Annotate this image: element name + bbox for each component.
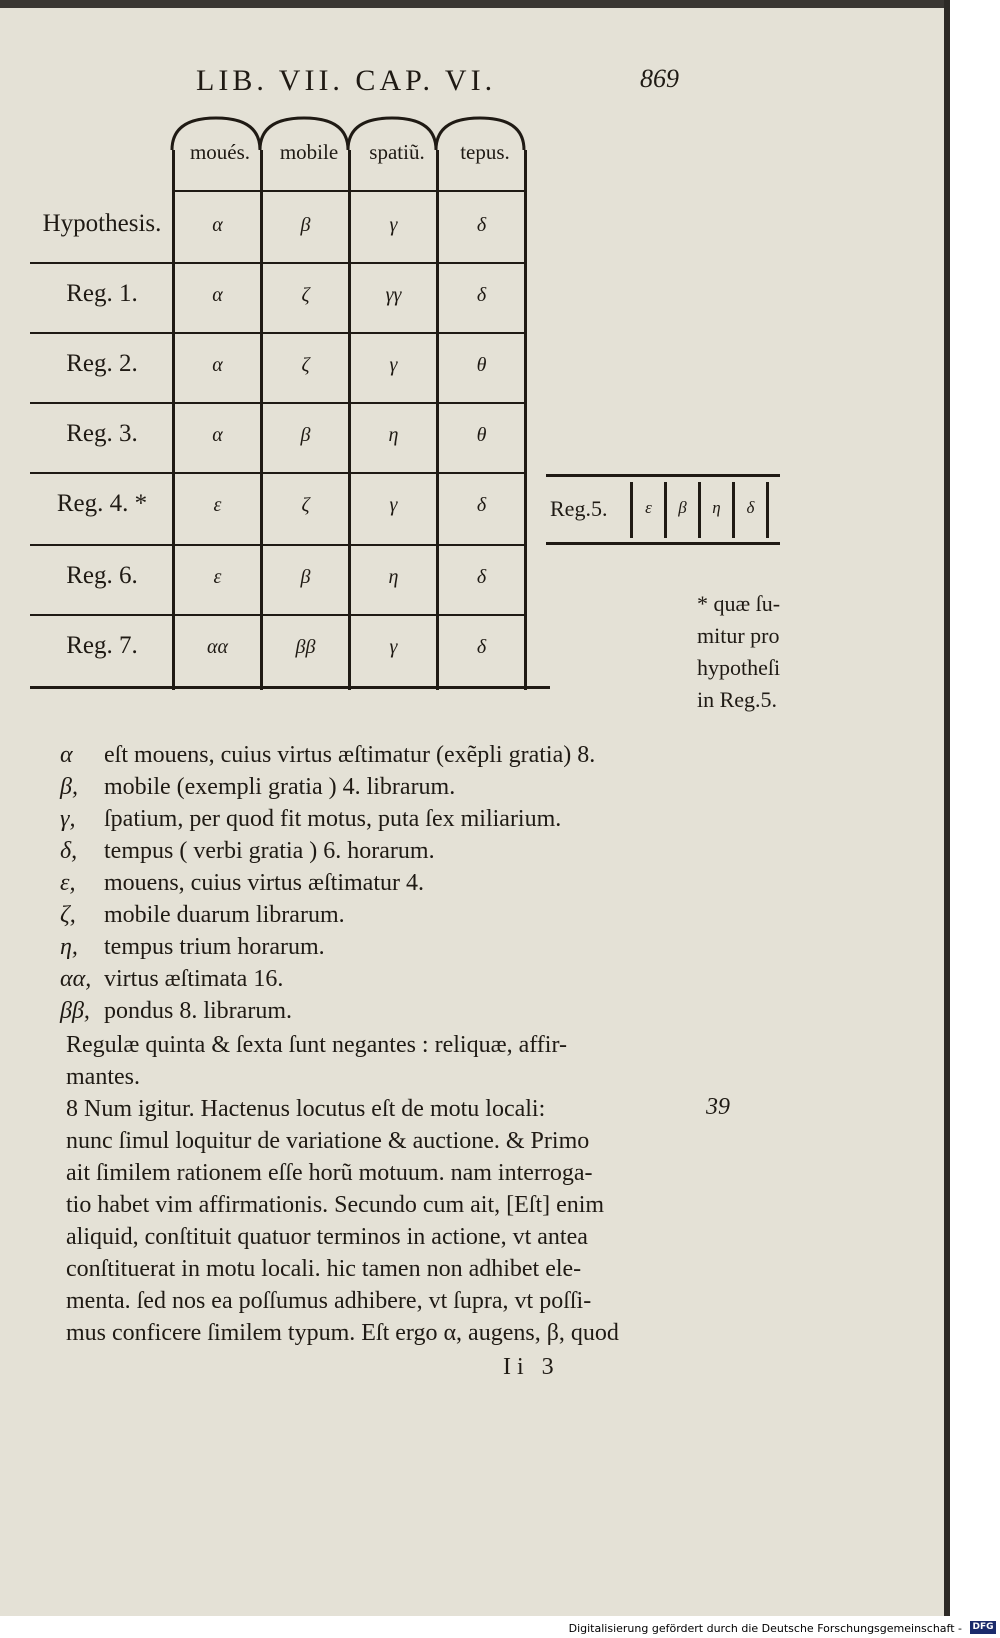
table-cell: δ bbox=[476, 636, 487, 658]
table-cell: η bbox=[388, 424, 399, 446]
table-cell: ζ bbox=[301, 494, 310, 516]
running-head: LIB. VII. CAP. VI. bbox=[196, 64, 497, 97]
row-rule-2 bbox=[30, 332, 527, 334]
row-label-reg-2: Reg. 2. bbox=[66, 350, 138, 377]
column-header-spatium: spatiũ. bbox=[369, 140, 425, 164]
table-cell: ε bbox=[213, 566, 222, 588]
side-table-cell: ε bbox=[645, 498, 652, 517]
body-line: mus conficere ſimilem typum. Eſt ergo α, augens, β, quod bbox=[66, 1320, 619, 1346]
side-table-cell: β bbox=[678, 498, 687, 517]
body-line: nunc ſimul loquitur de variatione & auctione. & Primo bbox=[66, 1128, 590, 1154]
legend-symbol: α bbox=[60, 742, 73, 768]
legend-text: pondus 8. librarum. bbox=[104, 998, 292, 1024]
table-cell: α bbox=[212, 424, 223, 446]
row-rule-1 bbox=[30, 262, 527, 264]
table-cell: ε bbox=[213, 494, 222, 516]
signature-mark: Ii 3 bbox=[503, 1354, 560, 1380]
header-rule bbox=[175, 190, 525, 192]
body-line: conſtituerat in motu locali. hic tamen non adhibet ele- bbox=[66, 1256, 582, 1282]
side-table-cell: η bbox=[712, 498, 721, 517]
side-table-label: Reg.5. bbox=[550, 496, 608, 521]
side-table-cell: δ bbox=[746, 498, 755, 517]
body-line: menta. ſed nos ea poſſumus adhibere, vt ſupra, vt poſſi- bbox=[66, 1288, 592, 1314]
legend-symbol: δ, bbox=[60, 838, 78, 864]
row-rule-5 bbox=[30, 544, 527, 546]
row-label-reg-3: Reg. 3. bbox=[66, 420, 138, 447]
dfg-logo: DFG bbox=[970, 1621, 996, 1634]
page-top-edge bbox=[0, 0, 950, 8]
body-line: tio habet vim affirmationis. Secundo cum ait, [Eſt] enim bbox=[66, 1192, 605, 1218]
legend-line bbox=[60, 774, 455, 801]
legend-text: mobile duarum librarum. bbox=[104, 902, 345, 928]
legend-symbol: β, bbox=[60, 774, 78, 800]
table-cell: δ bbox=[476, 284, 487, 306]
table-bottom-rule bbox=[30, 686, 550, 689]
row-label-reg-6: Reg. 6. bbox=[66, 562, 138, 589]
body-line: Regulæ quinta & ſexta ſunt negantes : reliquæ, affir- bbox=[66, 1032, 567, 1058]
row-label-hypothesis: Hypothesis. bbox=[42, 210, 162, 237]
legend-symbol: ββ, bbox=[60, 998, 90, 1024]
legend-text: tempus trium horarum. bbox=[104, 934, 325, 960]
legend-text: virtus æſtimata 16. bbox=[104, 966, 284, 992]
body-line: 8 Num igitur. Hactenus locutus eſt de motu locali: bbox=[66, 1096, 546, 1122]
page-number: 869 bbox=[640, 64, 679, 93]
row-rule-3 bbox=[30, 402, 527, 404]
legend-text: mouens, cuius virtus æſtimatur 4. bbox=[104, 870, 424, 896]
table-cell: ζ bbox=[301, 354, 310, 376]
row-label-reg-4: Reg. 4. * bbox=[56, 490, 148, 517]
row-rule-6 bbox=[30, 614, 527, 616]
table-cell: αα bbox=[207, 636, 228, 658]
body-line: ait ſimilem rationem eſſe horũ motuum. nam interroga- bbox=[66, 1160, 593, 1186]
legend-line bbox=[60, 934, 325, 961]
table-cell: β bbox=[300, 424, 311, 446]
side-table-rule bbox=[766, 482, 769, 538]
side-note-line: hypotheſi bbox=[697, 655, 781, 680]
body-line: aliquid, conſtituit quatuor terminos in actione, vt antea bbox=[66, 1224, 588, 1250]
legend-symbol: ε, bbox=[60, 870, 76, 896]
footer-funding-text: Digitalisierung gefördert durch die Deutsche Forschungsgemeinschaft - bbox=[568, 1622, 962, 1635]
table-cell: δ bbox=[476, 214, 487, 236]
body-line: mantes. bbox=[66, 1064, 140, 1090]
side-note-line: in Reg.5. bbox=[697, 687, 778, 712]
table-cell: α bbox=[212, 214, 223, 236]
legend-line bbox=[60, 838, 435, 865]
table-cell: α bbox=[212, 284, 223, 306]
legend-text: eſt mouens, cuius virtus æſtimatur (exẽpli gratia) 8. bbox=[104, 742, 596, 768]
side-table-top-rule bbox=[546, 474, 780, 477]
legend-text: tempus ( verbi gratia ) 6. horarum. bbox=[104, 838, 435, 864]
table-cell: θ bbox=[476, 354, 487, 376]
column-header-mobile: mobile bbox=[279, 140, 339, 164]
side-table-bottom-rule bbox=[546, 542, 780, 545]
table-cell: γ bbox=[389, 214, 398, 236]
side-note bbox=[697, 588, 780, 716]
legend-line bbox=[60, 966, 283, 993]
row-label-reg-7: Reg. 7. bbox=[66, 632, 138, 659]
side-table-reg-5 bbox=[546, 474, 780, 546]
legend-line bbox=[60, 902, 345, 929]
table-cell: γ bbox=[389, 354, 398, 376]
table-cell: δ bbox=[476, 494, 487, 516]
side-note-line: mitur pro bbox=[697, 623, 780, 648]
table-cell: ζ bbox=[301, 284, 310, 306]
table-cell: ββ bbox=[295, 636, 316, 658]
table-cell: θ bbox=[476, 424, 487, 446]
legend-text: ſpatium, per quod fit motus, puta ſex miliarium. bbox=[104, 806, 562, 832]
legend-line bbox=[60, 998, 292, 1025]
table-cell: γγ bbox=[385, 284, 402, 306]
column-header-tempus: tepus. bbox=[460, 140, 510, 164]
legend-line bbox=[60, 742, 595, 769]
side-note-line: * quæ ſu- bbox=[697, 591, 781, 616]
vertical-rule-5 bbox=[524, 150, 527, 690]
legend-line bbox=[60, 870, 424, 897]
column-header-moues: moués. bbox=[189, 140, 251, 164]
margin-line-number: 39 bbox=[706, 1094, 730, 1120]
table-cell: γ bbox=[389, 494, 398, 516]
row-label-reg-1: Reg. 1. bbox=[66, 280, 138, 307]
legend-line bbox=[60, 806, 561, 833]
table-cell: δ bbox=[476, 566, 487, 588]
table-cell: γ bbox=[389, 636, 398, 658]
legend-symbol: η, bbox=[60, 934, 78, 960]
table-cell: α bbox=[212, 354, 223, 376]
table-cell: η bbox=[388, 566, 399, 588]
row-rule-4 bbox=[30, 472, 527, 474]
table-cell: β bbox=[300, 566, 311, 588]
table-cell: β bbox=[300, 214, 311, 236]
legend-symbol: αα, bbox=[60, 966, 92, 992]
legend-symbol: ζ, bbox=[60, 902, 76, 928]
legend-symbol: γ, bbox=[60, 806, 76, 832]
legend-text: mobile (exempli gratia ) 4. librarum. bbox=[104, 774, 456, 800]
